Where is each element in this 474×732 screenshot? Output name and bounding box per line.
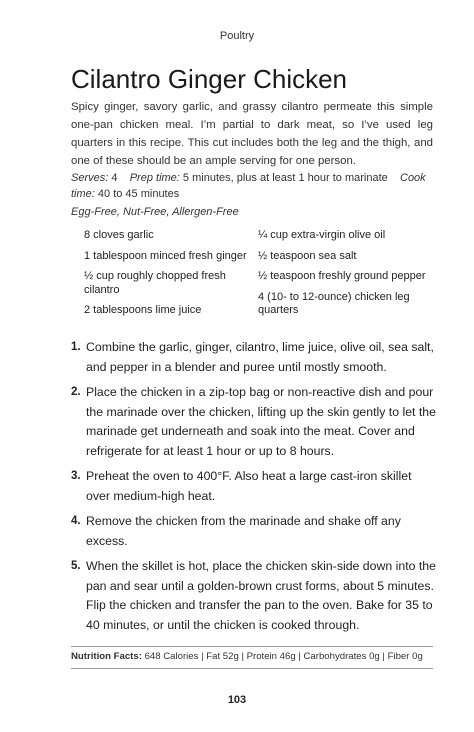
ingredient-item: ¼ cup extra-virgin olive oil xyxy=(258,229,386,241)
cook-time-label: Cook time: xyxy=(71,172,426,200)
step-text: Remove the chicken from the marinade and shake off any excess. xyxy=(86,514,401,548)
ingredient-item: 1 tablespoon minced fresh ginger xyxy=(84,249,247,262)
ingredient-item: 8 cloves garlic xyxy=(84,229,154,241)
instruction-step xyxy=(71,467,436,506)
prep-time-label: Prep time: xyxy=(129,172,180,184)
ingredient-item: ½ cup roughly chopped fresh cilantro xyxy=(84,270,226,296)
instruction-step xyxy=(71,383,436,461)
instruction-step xyxy=(71,512,436,551)
nutrition-values: 648 Calories | Fat 52g | Protein 46g | Carbohydrates 0g | Fiber 0g xyxy=(144,651,423,662)
page-number: 103 xyxy=(227,694,247,706)
ingredient-item: 4 (10- to 12-ounce) chicken leg quarters xyxy=(258,290,410,316)
step-number: 2. xyxy=(71,386,81,398)
dietary-tags: Egg-Free, Nut-Free, Allergen-Free xyxy=(71,206,239,218)
step-number: 4. xyxy=(71,515,81,527)
instruction-step xyxy=(71,557,436,635)
serves-label: Serves: xyxy=(71,172,109,184)
step-text: Preheat the oven to 400°F. Also heat a large cast-iron skillet over medium-high heat. xyxy=(86,469,412,503)
step-number: 3. xyxy=(71,470,81,482)
ingredient-column-left xyxy=(84,229,252,325)
ingredient-item: 2 tablespoons lime juice xyxy=(84,304,202,316)
serves-value: 4 xyxy=(111,172,118,184)
nutrition-divider-bottom xyxy=(71,668,433,669)
nutrition-facts xyxy=(71,651,441,662)
step-text: When the skillet is hot, place the chicken skin-side down into the pan and sear until a golden-brown crust forms, about 5 minutes. Flip the chicken and transfer the pan to the oven. Bake for 35 to 40 minutes, or until the chicken is cooked through. xyxy=(86,559,436,632)
step-number: 1. xyxy=(71,341,81,353)
ingredient-item: ½ teaspoon freshly ground pepper xyxy=(258,270,426,282)
instruction-step xyxy=(71,338,436,377)
recipe-meta xyxy=(71,171,433,202)
step-text: Place the chicken in a zip-top bag or non-reactive dish and pour the marinade over the chicken, lifting up the skin gently to let the marinade get underneath and soak into the meat. Cover and refrigerate for at least 1 hour or up to 8 hours. xyxy=(86,385,436,458)
step-text: Combine the garlic, ginger, cilantro, lime juice, olive oil, sea salt, and pepper in a blender and puree until mostly smooth. xyxy=(86,340,434,374)
nutrition-label: Nutrition Facts: xyxy=(71,651,142,662)
cook-time-value: 40 to 45 minutes xyxy=(97,187,180,200)
step-number: 5. xyxy=(71,560,81,572)
recipe-intro: Spicy ginger, savory garlic, and grassy cilantro permeate this simple one-pan chicken meal. I’m partial to dark meat, so I’ve used leg quarters in this recipe. This cut includes both the leg and the thigh, and one of these should be an ample serving for one person. xyxy=(71,101,433,167)
nutrition-divider-top xyxy=(71,646,433,647)
running-header: Poultry xyxy=(219,30,255,42)
ingredient-column-right xyxy=(258,229,426,325)
ingredient-item: ½ teaspoon sea salt xyxy=(258,249,357,262)
instruction-steps xyxy=(71,338,436,641)
prep-time-value: 5 minutes, plus at least 1 hour to marinate xyxy=(182,172,388,184)
recipe-title: Cilantro Ginger Chicken xyxy=(71,64,348,94)
